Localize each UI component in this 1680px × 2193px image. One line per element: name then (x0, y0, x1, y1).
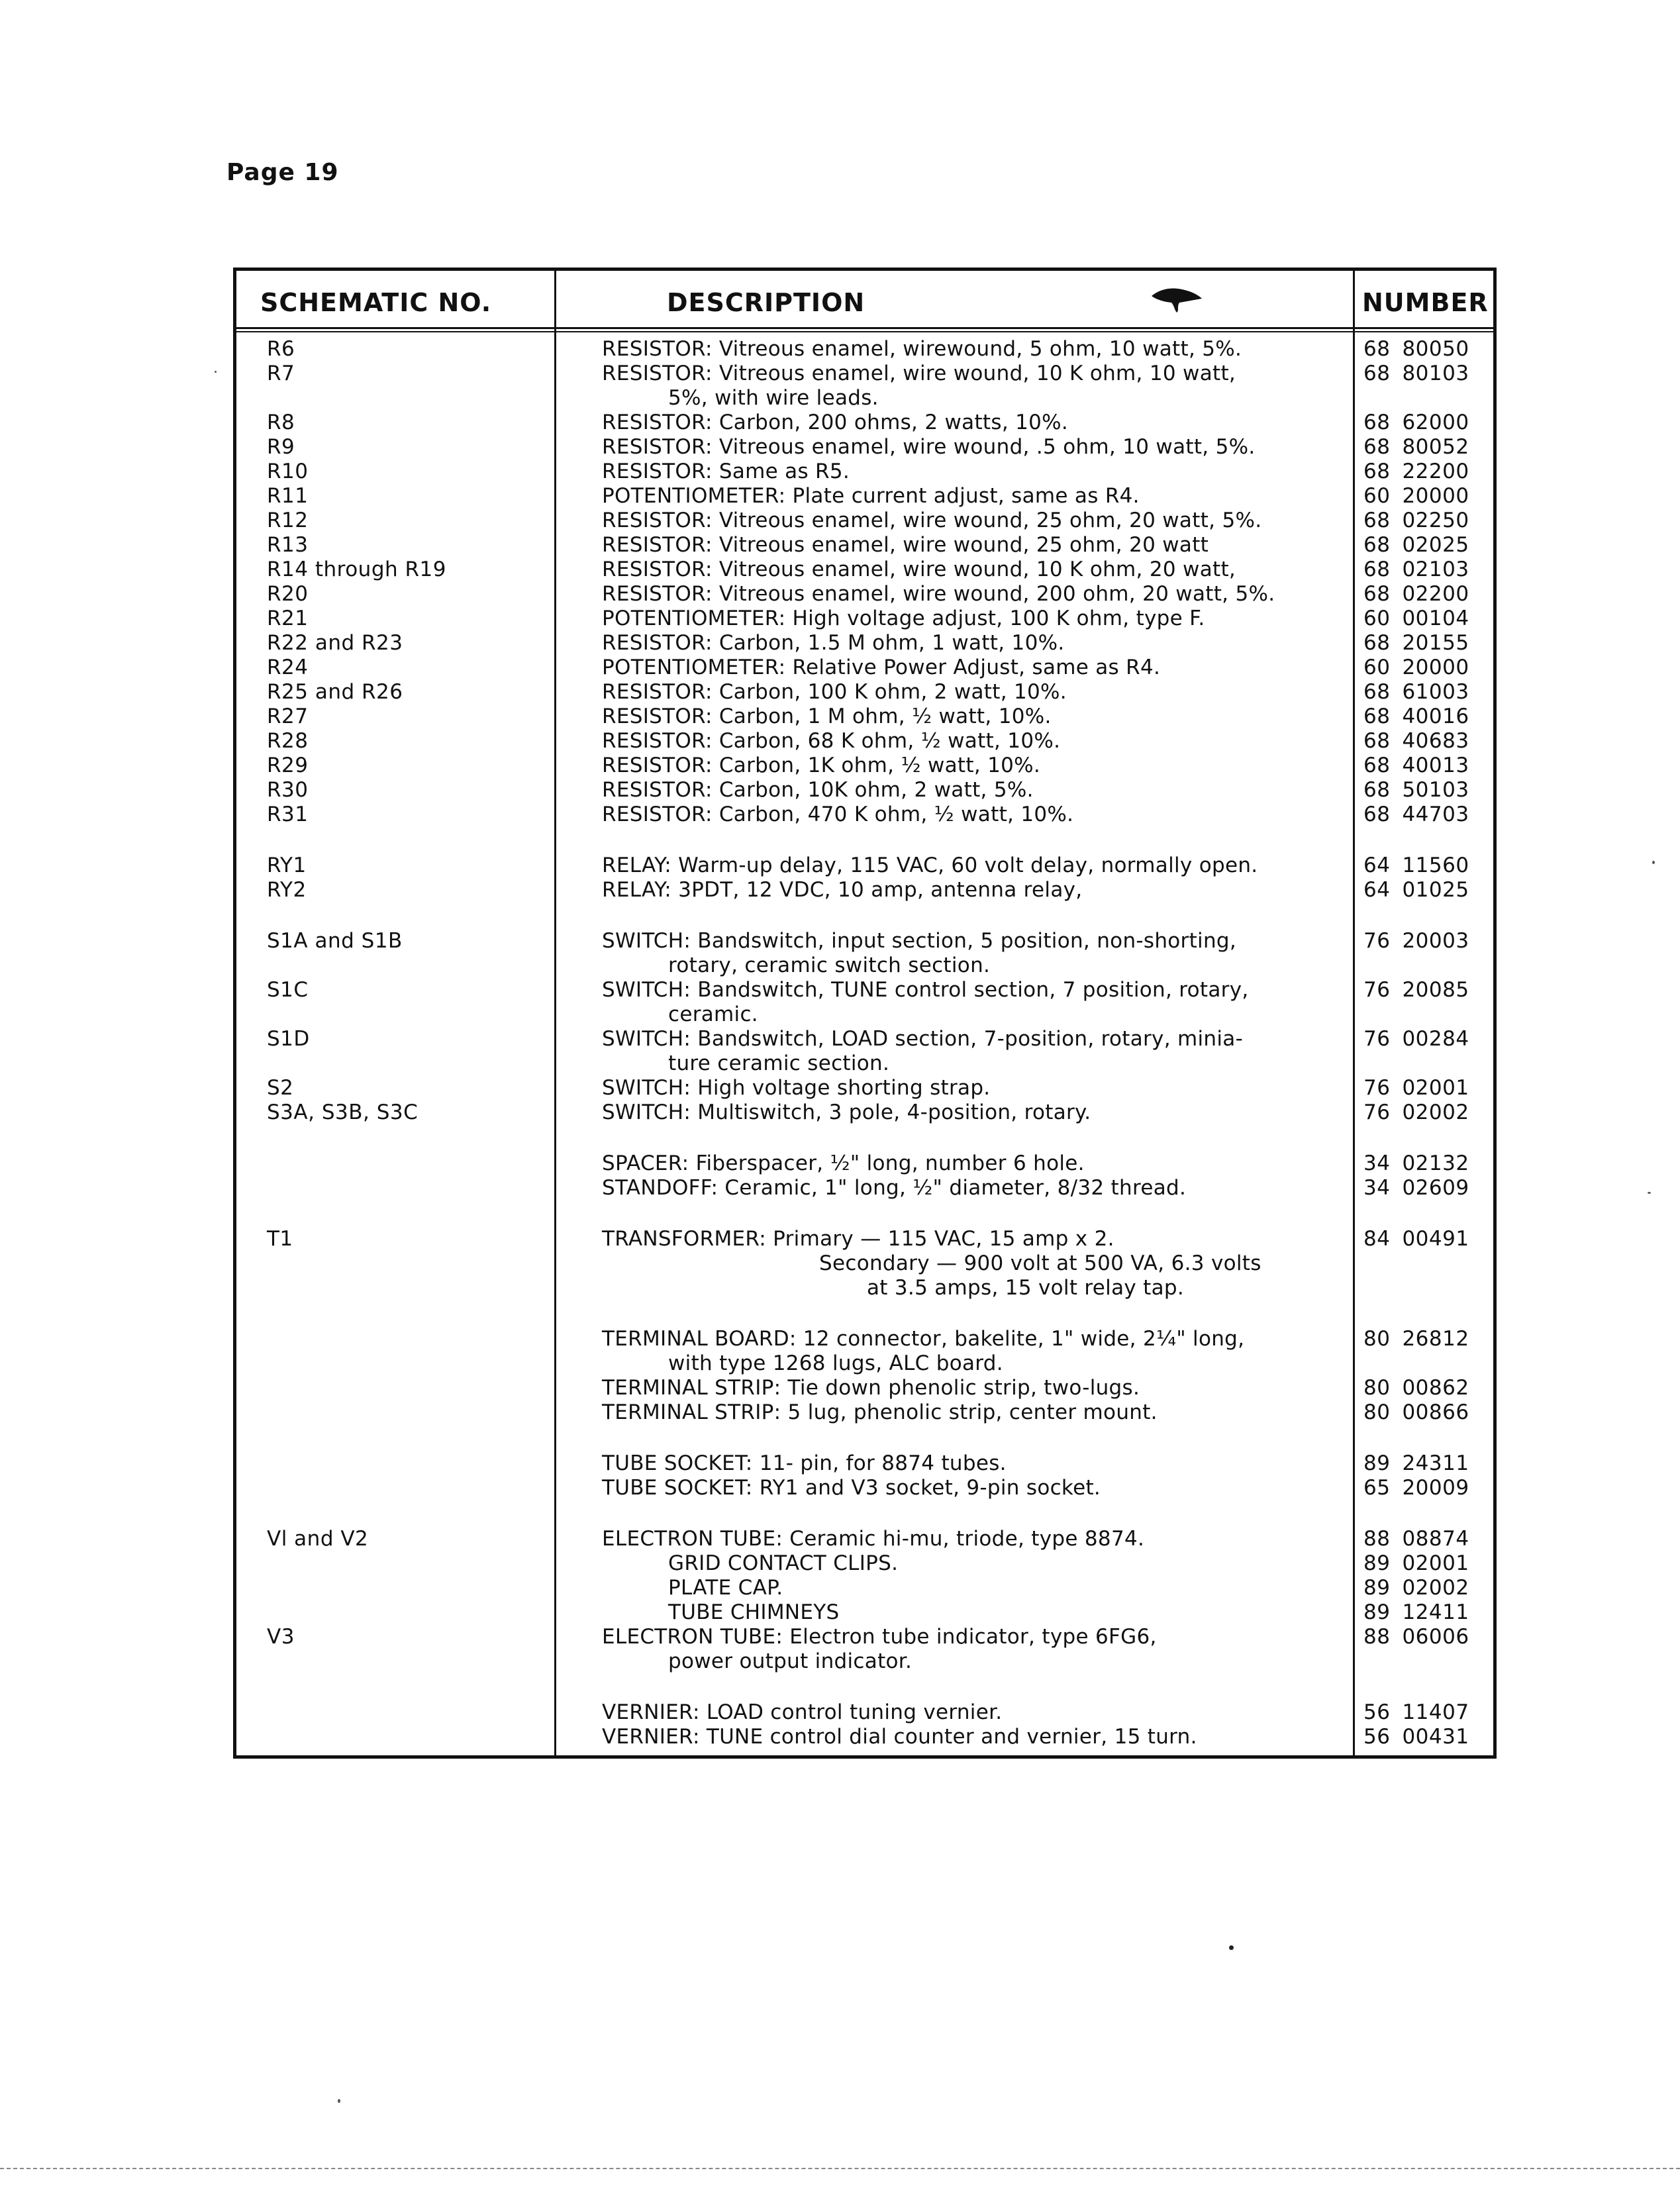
margin-speck (1648, 1192, 1651, 1194)
part-number (1363, 1700, 1469, 1725)
part-number-prefix: 68 (1363, 337, 1391, 361)
part-description: SPACER: Fiberspacer, ½" long, number 6 hole. (602, 1151, 1085, 1175)
part-number-prefix: 76 (1363, 1100, 1391, 1124)
table-row (236, 1100, 1493, 1125)
part-description: Secondary — 900 volt at 500 VA, 6.3 volts (819, 1251, 1261, 1275)
schematic-ref: R22 and R23 (267, 631, 403, 655)
part-number-suffix: 12411 (1402, 1600, 1469, 1624)
part-description: TERMINAL STRIP: Tie down phenolic strip, two-lugs. (602, 1376, 1140, 1400)
schematic-ref: S2 (267, 1076, 294, 1100)
schematic-ref: R21 (267, 607, 309, 630)
table-row (236, 582, 1493, 607)
part-number-prefix: 88 (1363, 1625, 1391, 1649)
part-number (1363, 558, 1469, 582)
part-number-suffix: 20009 (1402, 1476, 1469, 1500)
part-description: RESISTOR: Carbon, 100 K ohm, 2 watt, 10%. (602, 680, 1067, 704)
header-description: DESCRIPTION (667, 288, 865, 317)
part-number-prefix: 60 (1363, 607, 1391, 630)
table-row (236, 1700, 1493, 1725)
part-number (1363, 1400, 1469, 1425)
part-description: SWITCH: Bandswitch, LOAD section, 7-position, rotary, minia- (602, 1027, 1244, 1051)
table-row (236, 878, 1493, 902)
table-row (236, 533, 1493, 558)
part-number-prefix: 68 (1363, 729, 1391, 753)
part-description: RESISTOR: Vitreous enamel, wirewound, 5 ohm, 10 watt, 5%. (602, 337, 1242, 361)
part-number-suffix: 11560 (1402, 853, 1469, 877)
part-number-prefix: 68 (1363, 460, 1391, 483)
part-number-suffix: 01025 (1402, 878, 1469, 902)
table-row (236, 705, 1493, 729)
table-row (236, 953, 1493, 978)
part-number-suffix: 22200 (1402, 460, 1469, 483)
part-description: with type 1268 lugs, ALC board. (668, 1351, 1003, 1375)
schematic-ref: R29 (267, 754, 309, 777)
part-number (1363, 729, 1469, 754)
part-description: SWITCH: High voltage shorting strap. (602, 1076, 991, 1100)
table-row (236, 680, 1493, 705)
part-number-suffix: 06006 (1402, 1625, 1469, 1649)
table-row (236, 1400, 1493, 1425)
part-description: SWITCH: Multiswitch, 3 pole, 4-position, rotary. (602, 1100, 1091, 1124)
part-description: TUBE SOCKET: RY1 and V3 socket, 9-pin socket. (602, 1476, 1101, 1500)
part-description: RELAY: Warm-up delay, 115 VAC, 60 volt delay, normally open. (602, 853, 1258, 877)
part-number (1363, 929, 1469, 953)
table-row (236, 607, 1493, 631)
table-row (236, 803, 1493, 827)
part-number-prefix: 80 (1363, 1400, 1391, 1424)
part-description: PLATE CAP. (668, 1576, 783, 1600)
part-number-suffix: 61003 (1402, 680, 1469, 704)
header-schematic-no: SCHEMATIC NO. (260, 288, 492, 317)
table-row (236, 411, 1493, 435)
part-number (1363, 1725, 1469, 1749)
schematic-ref: T1 (267, 1227, 293, 1251)
part-number (1363, 1476, 1469, 1500)
part-description: ture ceramic section. (668, 1051, 890, 1075)
part-number-suffix: 02609 (1402, 1176, 1469, 1200)
part-number-prefix: 34 (1363, 1176, 1391, 1200)
part-number-prefix: 34 (1363, 1151, 1391, 1175)
part-number-suffix: 00862 (1402, 1376, 1469, 1400)
part-number-suffix: 00866 (1402, 1400, 1469, 1424)
table-row (236, 1600, 1493, 1625)
part-description: RESISTOR: Carbon, 10K ohm, 2 watt, 5%. (602, 778, 1034, 802)
table-row (236, 1076, 1493, 1100)
part-description: TUBE SOCKET: 11- pin, for 8874 tubes. (602, 1451, 1007, 1475)
ink-blot-mark (1150, 284, 1203, 313)
part-number-prefix: 56 (1363, 1725, 1391, 1749)
part-number-prefix: 68 (1363, 680, 1391, 704)
part-number (1363, 1576, 1469, 1600)
parts-list-table (233, 268, 1497, 1759)
table-row (236, 1251, 1493, 1276)
part-number-suffix: 02200 (1402, 582, 1469, 606)
table-row (236, 1327, 1493, 1351)
part-number-prefix: 68 (1363, 705, 1391, 728)
schematic-ref: R13 (267, 533, 309, 557)
schematic-ref: RY1 (267, 853, 307, 877)
table-row (236, 337, 1493, 362)
part-number-suffix: 26812 (1402, 1327, 1469, 1351)
table-row (236, 978, 1493, 1002)
part-number (1363, 362, 1469, 386)
schematic-ref: R9 (267, 435, 295, 459)
part-number-suffix: 62000 (1402, 411, 1469, 434)
table-row (236, 1027, 1493, 1051)
schematic-ref: Vl and V2 (267, 1527, 369, 1551)
part-number-suffix: 02002 (1402, 1100, 1469, 1124)
part-description: ELECTRON TUBE: Electron tube indicator, type 6FG6, (602, 1625, 1157, 1649)
table-row (236, 1527, 1493, 1551)
table-row (236, 656, 1493, 680)
part-number (1363, 411, 1469, 435)
part-description: 5%, with wire leads. (668, 386, 879, 410)
part-number-prefix: 84 (1363, 1227, 1391, 1251)
part-number-prefix: 68 (1363, 754, 1391, 777)
part-number-prefix: 60 (1363, 484, 1391, 508)
part-number-prefix: 65 (1363, 1476, 1391, 1500)
table-row (236, 435, 1493, 460)
part-number (1363, 1451, 1469, 1476)
part-number (1363, 1151, 1469, 1176)
schematic-ref: RY2 (267, 878, 307, 902)
part-description: RESISTOR: Carbon, 470 K ohm, ½ watt, 10%. (602, 803, 1074, 826)
part-number-suffix: 02025 (1402, 533, 1469, 557)
part-description: ELECTRON TUBE: Ceramic hi-mu, triode, type 8874. (602, 1527, 1145, 1551)
schematic-ref: R14 through R19 (267, 558, 446, 581)
part-number-suffix: 50103 (1402, 778, 1469, 802)
schematic-ref: R28 (267, 729, 309, 753)
part-number-prefix: 68 (1363, 362, 1391, 385)
schematic-ref: R8 (267, 411, 295, 434)
part-description: SWITCH: Bandswitch, input section, 5 position, non-shorting, (602, 929, 1237, 953)
table-row (236, 853, 1493, 878)
schematic-ref: R12 (267, 509, 309, 532)
part-number-prefix: 76 (1363, 929, 1391, 953)
part-number (1363, 1600, 1469, 1625)
part-number-suffix: 02250 (1402, 509, 1469, 532)
part-number-suffix: 00431 (1402, 1725, 1469, 1749)
part-number (1363, 1176, 1469, 1200)
schematic-ref: R11 (267, 484, 309, 508)
table-row (236, 1376, 1493, 1400)
table-row (236, 509, 1493, 533)
table-row (236, 362, 1493, 386)
part-number-suffix: 00491 (1402, 1227, 1469, 1251)
part-description: POTENTIOMETER: Plate current adjust, same as R4. (602, 484, 1140, 508)
header-number: NUMBER (1362, 288, 1489, 317)
schematic-ref: R24 (267, 656, 309, 679)
part-number (1363, 435, 1469, 460)
margin-speck (1652, 861, 1655, 864)
table-row (236, 1551, 1493, 1576)
schematic-ref: R25 and R26 (267, 680, 403, 704)
part-number (1363, 1227, 1469, 1251)
part-number-suffix: 80052 (1402, 435, 1469, 459)
part-description: RESISTOR: Vitreous enamel, wire wound, 25 ohm, 20 watt, 5%. (602, 509, 1262, 532)
part-description: RESISTOR: Carbon, 1.5 M ohm, 1 watt, 10%. (602, 631, 1065, 655)
schematic-ref: R31 (267, 803, 309, 826)
part-number-prefix: 76 (1363, 1027, 1391, 1051)
part-number-suffix: 08874 (1402, 1527, 1469, 1551)
table-row (236, 1051, 1493, 1076)
part-number (1363, 1027, 1469, 1051)
schematic-ref: S1C (267, 978, 309, 1002)
part-description: RESISTOR: Carbon, 200 ohms, 2 watts, 10%. (602, 411, 1069, 434)
part-number (1363, 1527, 1469, 1551)
part-description: RESISTOR: Vitreous enamel, wire wound, 200 ohm, 20 watt, 5%. (602, 582, 1275, 606)
table-row (236, 558, 1493, 582)
part-number-suffix: 20000 (1402, 484, 1469, 508)
part-number-suffix: 02132 (1402, 1151, 1469, 1175)
part-description: TERMINAL BOARD: 12 connector, bakelite, 1" wide, 2¼" long, (602, 1327, 1245, 1351)
table-row (236, 1151, 1493, 1176)
table-row (236, 1649, 1493, 1674)
part-number (1363, 533, 1469, 558)
part-number-suffix: 20003 (1402, 929, 1469, 953)
page-number: Page 19 (226, 159, 339, 186)
part-number-suffix: 20155 (1402, 631, 1469, 655)
part-number (1363, 607, 1469, 631)
part-description: RESISTOR: Carbon, 68 K ohm, ½ watt, 10%. (602, 729, 1061, 753)
part-number-suffix: 80050 (1402, 337, 1469, 361)
part-number (1363, 484, 1469, 509)
schematic-ref: S1D (267, 1027, 310, 1051)
part-description: RESISTOR: Same as R5. (602, 460, 850, 483)
part-number-prefix: 68 (1363, 411, 1391, 434)
table-row (236, 729, 1493, 754)
part-description: SWITCH: Bandswitch, TUNE control section, 7 position, rotary, (602, 978, 1249, 1002)
part-number (1363, 1625, 1469, 1649)
part-description: VERNIER: LOAD control tuning vernier. (602, 1700, 1003, 1724)
table-row (236, 1476, 1493, 1500)
page-bottom-edge (0, 2168, 1680, 2169)
part-number-prefix: 64 (1363, 878, 1391, 902)
part-number-suffix: 00284 (1402, 1027, 1469, 1051)
part-description: power output indicator. (668, 1649, 913, 1673)
table-row (236, 484, 1493, 509)
part-description: TUBE CHIMNEYS (668, 1600, 840, 1624)
part-number (1363, 1100, 1469, 1125)
part-number (1363, 631, 1469, 656)
part-number-prefix: 68 (1363, 582, 1391, 606)
part-number-prefix: 80 (1363, 1376, 1391, 1400)
schematic-ref: R10 (267, 460, 309, 483)
table-row (236, 460, 1493, 484)
margin-speck (215, 371, 217, 373)
schematic-ref: R27 (267, 705, 309, 728)
part-number-prefix: 88 (1363, 1527, 1391, 1551)
table-row (236, 778, 1493, 803)
part-number (1363, 1076, 1469, 1100)
part-description: GRID CONTACT CLIPS. (668, 1551, 899, 1575)
part-number-prefix: 76 (1363, 1076, 1391, 1100)
schematic-ref: V3 (267, 1625, 295, 1649)
header-double-rule (236, 331, 1493, 332)
part-number-suffix: 02002 (1402, 1576, 1469, 1600)
table-row (236, 1451, 1493, 1476)
part-number-prefix: 68 (1363, 778, 1391, 802)
table-row (236, 754, 1493, 778)
part-description: TERMINAL STRIP: 5 lug, phenolic strip, center mount. (602, 1400, 1158, 1424)
schematic-ref: R30 (267, 778, 309, 802)
part-number-prefix: 64 (1363, 853, 1391, 877)
part-number (1363, 656, 1469, 680)
table-row (236, 1227, 1493, 1251)
part-number (1363, 337, 1469, 362)
part-number-suffix: 00104 (1402, 607, 1469, 630)
part-number (1363, 509, 1469, 533)
part-number-prefix: 80 (1363, 1327, 1391, 1351)
part-description: RESISTOR: Carbon, 1 M ohm, ½ watt, 10%. (602, 705, 1052, 728)
part-number-suffix: 40683 (1402, 729, 1469, 753)
part-number-suffix: 20000 (1402, 656, 1469, 679)
part-number-prefix: 68 (1363, 435, 1391, 459)
part-number-suffix: 11407 (1402, 1700, 1469, 1724)
part-number (1363, 460, 1469, 484)
part-description: RESISTOR: Vitreous enamel, wire wound, 25 ohm, 20 watt (602, 533, 1209, 557)
part-number-suffix: 40016 (1402, 705, 1469, 728)
part-number-suffix: 20085 (1402, 978, 1469, 1002)
part-number-suffix: 40013 (1402, 754, 1469, 777)
schematic-ref: R7 (267, 362, 295, 385)
part-number-prefix: 68 (1363, 558, 1391, 581)
part-description: RELAY: 3PDT, 12 VDC, 10 amp, antenna relay, (602, 878, 1083, 902)
table-row (236, 1002, 1493, 1027)
part-number (1363, 878, 1469, 902)
part-description: RESISTOR: Carbon, 1K ohm, ½ watt, 10%. (602, 754, 1041, 777)
part-description: RESISTOR: Vitreous enamel, wire wound, 10 K ohm, 10 watt, (602, 362, 1236, 385)
margin-speck (338, 2099, 340, 2103)
part-description: at 3.5 amps, 15 volt relay tap. (867, 1276, 1185, 1300)
part-description: RESISTOR: Vitreous enamel, wire wound, 10 K ohm, 20 watt, (602, 558, 1236, 581)
part-number (1363, 582, 1469, 607)
margin-speck (1229, 1945, 1234, 1950)
part-number (1363, 680, 1469, 705)
part-description: STANDOFF: Ceramic, 1" long, ½" diameter, 8/32 thread. (602, 1176, 1187, 1200)
part-number-prefix: 68 (1363, 533, 1391, 557)
table-row (236, 1576, 1493, 1600)
part-number (1363, 1551, 1469, 1576)
part-number-suffix: 02001 (1402, 1551, 1469, 1575)
schematic-ref: S3A, S3B, S3C (267, 1100, 419, 1124)
part-description: TRANSFORMER: Primary — 115 VAC, 15 amp x 2. (602, 1227, 1114, 1251)
part-number-suffix: 02001 (1402, 1076, 1469, 1100)
part-number-suffix: 80103 (1402, 362, 1469, 385)
schematic-ref: S1A and S1B (267, 929, 403, 953)
part-number-prefix: 89 (1363, 1600, 1391, 1624)
part-number-prefix: 68 (1363, 803, 1391, 826)
part-description: ceramic. (668, 1002, 758, 1026)
table-row (236, 1725, 1493, 1749)
part-number (1363, 803, 1469, 827)
part-number-prefix: 56 (1363, 1700, 1391, 1724)
table-row (236, 1625, 1493, 1649)
part-number-suffix: 24311 (1402, 1451, 1469, 1475)
part-number (1363, 978, 1469, 1002)
part-description: VERNIER: TUNE control dial counter and vernier, 15 turn. (602, 1725, 1197, 1749)
table-row (236, 386, 1493, 411)
table-row (236, 1276, 1493, 1300)
part-number (1363, 778, 1469, 803)
part-number-prefix: 76 (1363, 978, 1391, 1002)
part-number (1363, 705, 1469, 729)
part-number-prefix: 68 (1363, 509, 1391, 532)
part-description: POTENTIOMETER: High voltage adjust, 100 K ohm, type F. (602, 607, 1205, 630)
part-number-prefix: 89 (1363, 1576, 1391, 1600)
part-number (1363, 1327, 1469, 1351)
table-row (236, 631, 1493, 656)
part-number-prefix: 89 (1363, 1551, 1391, 1575)
schematic-ref: R20 (267, 582, 309, 606)
part-number (1363, 754, 1469, 778)
part-number-suffix: 02103 (1402, 558, 1469, 581)
part-description: rotary, ceramic switch section. (668, 953, 991, 977)
part-number-prefix: 60 (1363, 656, 1391, 679)
part-number (1363, 853, 1469, 878)
part-number-prefix: 68 (1363, 631, 1391, 655)
part-number (1363, 1376, 1469, 1400)
part-number-prefix: 89 (1363, 1451, 1391, 1475)
table-row (236, 1351, 1493, 1376)
part-description: RESISTOR: Vitreous enamel, wire wound, .5 ohm, 10 watt, 5%. (602, 435, 1256, 459)
part-description: POTENTIOMETER: Relative Power Adjust, same as R4. (602, 656, 1161, 679)
part-number-suffix: 44703 (1402, 803, 1469, 826)
schematic-ref: R6 (267, 337, 295, 361)
table-row (236, 1176, 1493, 1200)
table-row (236, 929, 1493, 953)
